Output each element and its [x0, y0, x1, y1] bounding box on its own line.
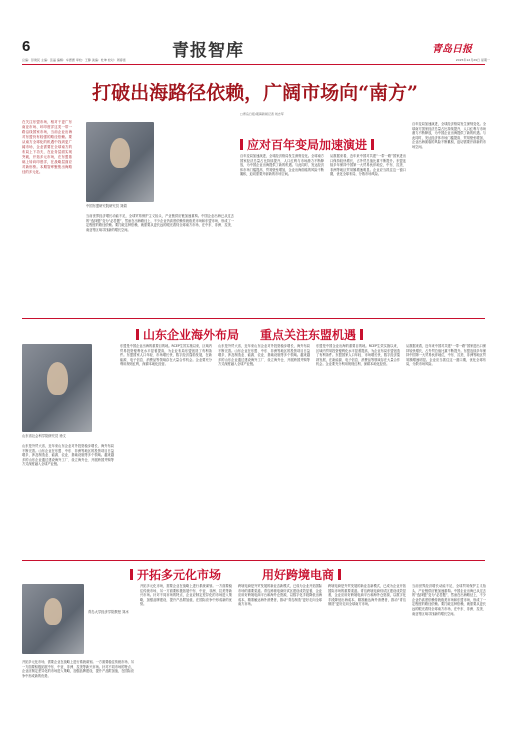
article-col-a: 当前世界经济增长动能不足，全球贸易保护主义抬头，产业链供应链加速重构。中国企业出海已从过去的“选择题”变为“必答题”，然而在出海路径上，不少企业仍高度依赖传统欧美市场和东盟市场，形成了一定程度的路径依赖。要打破这种依赖，就需要从更长远的眼光看待全球南方市场，在中东、非洲、拉美、南亚等区域寻找新的增长空间。 — [86, 214, 234, 232]
section-heading-2: 山东企业海外布局 — [136, 326, 239, 343]
author-photo-1 — [86, 122, 154, 202]
section-rule-2 — [22, 318, 485, 319]
masthead-brand: 青岛日报 — [432, 44, 472, 55]
photo-caption-3: 青岛大学经济学院教授 刘冰 — [88, 610, 129, 614]
article-col-c2: 百年变局加速演进，全球经济格局发生深刻变化。全球南方国家经济总量占比持续提升，人口红利与市场潜力不断释放，为中国企业出海提供了新的机遇。与此同时，发达经济体市场门槛提高、贸易壁垒增加，企业出海面临的风险不断累积，迫切需要开辟新的市场空间。 — [412, 122, 486, 149]
article-col-g: 跨境电商是外贸发展的新业态新模式，已成为企业开拓国际市场的重要渠道。青岛跨境电商综试区建设成效显著，企业应用好跨境电商平台和海外仓资源，以数字化手段降低出海成本，精准触达海外消费者，推动“青岛制造”更好走向全球南方市场。 — [238, 584, 322, 607]
photo-caption-2: 山东省社会科学院研究员 徐文 — [22, 434, 66, 438]
section-heading-3: 重点关注东盟机遇 — [260, 326, 363, 343]
page-number: 6 — [22, 38, 31, 55]
article-col-c: 从数据来看，近年来中国对共建“一带一路”国家进出口保持较快增长，占外贸总值比重不断提升。东盟连续多年保持中国第一大贸易伙伴地位，中东、拉美、非洲等地区贸易额增速明显。企业应当抓住这一窗口期，优化全球布局，分散市场风险。 — [330, 154, 406, 177]
section-title: 青报智库 — [172, 41, 244, 61]
article-col-g2: 跨境电商是外贸发展的新业态新模式，已成为企业开拓国际市场的重要渠道。青岛跨境电商综试区建设成效显著，企业应用好跨境电商平台和海外仓资源，以数字化手段降低出海成本，精准触达海外消费者，推动“青岛制造”更好走向全球南方市场。 — [328, 584, 406, 607]
article-col-e: 东盟是中国企业出海的重要目的地。RCEP生效实施以来，区域内贸易投资便利化水平显著提高，为企业布局东盟创造了有利条件。东盟国家人口年轻、市场增长快，数字经济蓬勃发展，在新能源、电子信息、消费品等领域存在大量合作机会。企业要充分利用规则红利，深耕本地化经营。 — [120, 344, 212, 367]
article-col-g3: 当前世界经济增长动能不足，全球贸易保护主义抬头，产业链供应链加速重构。中国企业出海已从过去的“选择题”变为“必答题”，然而在出海路径上，不少企业仍高度依赖传统欧美市场和东盟市场，形成了一定程度的路径依赖。要打破这种依赖，就需要从更长远的眼光看待全球南方市场，在中东、非洲、拉美、南亚等区域寻找新的增长空间。 — [412, 584, 486, 616]
section-heading-1: 应对百年变局加速演进 — [240, 136, 374, 153]
article-col-e3: 东盟是中国企业出海的重要目的地。RCEP生效实施以来，区域内贸易投资便利化水平显著提高，为企业布局东盟创造了有利条件。东盟国家人口年轻、市场增长快，数字经济蓬勃发展，在新能源、电子信息、消费品等领域存在大量合作机会。企业要充分利用规则红利，深耕本地化经营。 — [316, 344, 400, 367]
heading-bar — [240, 139, 243, 150]
photo-caption-1: 中国东盟研究院研究员 刘娟 — [86, 204, 127, 208]
intro-sidebar: 在关注东盟市场，相对于更广东南亚市场、环印度洋这类一带一路沿线国家市场，当前企业出海对东盟仍有较强的路径依赖。要从南方全球化的机遇中找到更广阔市场，企业需要在全球南方的布局上下功夫，在业务层面实现突破，开拓多元市场，在东盟基础上转向印度洋，在战略层面应对新形势。本期智库聚焦出海路径的多元化。 — [22, 120, 72, 174]
issue-date: 2025年12月29日 星期一 — [455, 58, 490, 62]
article-col-f2: 开拓多元化市场，需要企业在战略上进行系统谋划。一方面要稳住传统市场，另一方面要积极拓展中东、中亚、非洲、拉美等新兴市场。针对不同市场的特点，企业应制定差异化的市场进入策略，加强品牌建设，提升产品附加值，在国际竞争中形成新的优势。 — [140, 584, 232, 607]
author-photo-3 — [22, 584, 84, 654]
edition-meta: 总编：彭建民 主编：张晶 编辑：车德惠 审校：王静 美编：杜坤 校对：周春雷 — [22, 58, 126, 62]
heading-bar — [136, 329, 139, 340]
header-rule — [22, 64, 485, 65]
section-rule-3 — [22, 560, 485, 561]
section-heading-4: 开拓多元化市场 — [130, 566, 221, 583]
author-photo-2 — [22, 344, 92, 432]
article-col-e2: 山东是外贸大省，近年来山东企业对外投资稳步增长，海外布局不断完善。山东企业在东盟、中东、非洲等地区的投资项目日益增多，涉及制造业、能源、农业、基础设施等多个领域。越来越多的山东企业通过建设海外工厂、设立海外仓、开展跨国并购等方式深度融入全球产业链。 — [218, 344, 310, 367]
article-col-b: 百年变局加速演进，全球经济格局发生深刻变化。全球南方国家经济总量占比持续提升，人口红利与市场潜力不断释放，为中国企业出海提供了新的机遇。与此同时，发达经济体市场门槛提高、贸易壁垒增加，企业出海面临的风险不断累积，迫切需要开辟新的市场空间。 — [240, 154, 324, 177]
heading-bar — [371, 139, 374, 150]
article-col-f: 开拓多元化市场，需要企业在战略上进行系统谋划。一方面要稳住传统市场，另一方面要积极拓展中东、中亚、非洲、拉美等新兴市场。针对不同市场的特点，企业应制定差异化的市场进入策略，加强品牌建设，提升产品附加值，在国际竞争中形成新的优势。 — [22, 660, 134, 678]
heading-bar — [338, 569, 341, 580]
article-col-e4: 从数据来看，近年来中国对共建“一带一路”国家进出口保持较快增长，占外贸总值比重不断提升。东盟连续多年保持中国第一大贸易伙伴地位，中东、拉美、非洲等地区贸易额增速明显。企业应当抓住这一窗口期，优化全球布局，分散市场风险。 — [406, 344, 486, 367]
section-heading-5: 用好跨境电商 — [262, 566, 341, 583]
byline: □青岛日报/观海新闻记者 刘志军 — [240, 112, 284, 116]
heading-bar — [360, 329, 363, 340]
article-col-d: 山东是外贸大省，近年来山东企业对外投资稳步增长，海外布局不断完善。山东企业在东盟、中东、非洲等地区的投资项目日益增多，涉及制造业、能源、农业、基础设施等多个领域。越来越多的山东企业通过建设海外工厂、设立海外仓、开展跨国并购等方式深度融入全球产业链。 — [22, 444, 114, 467]
main-title: 打破出海路径依赖，广阔市场向“南方” — [92, 82, 418, 104]
heading-bar — [130, 569, 133, 580]
